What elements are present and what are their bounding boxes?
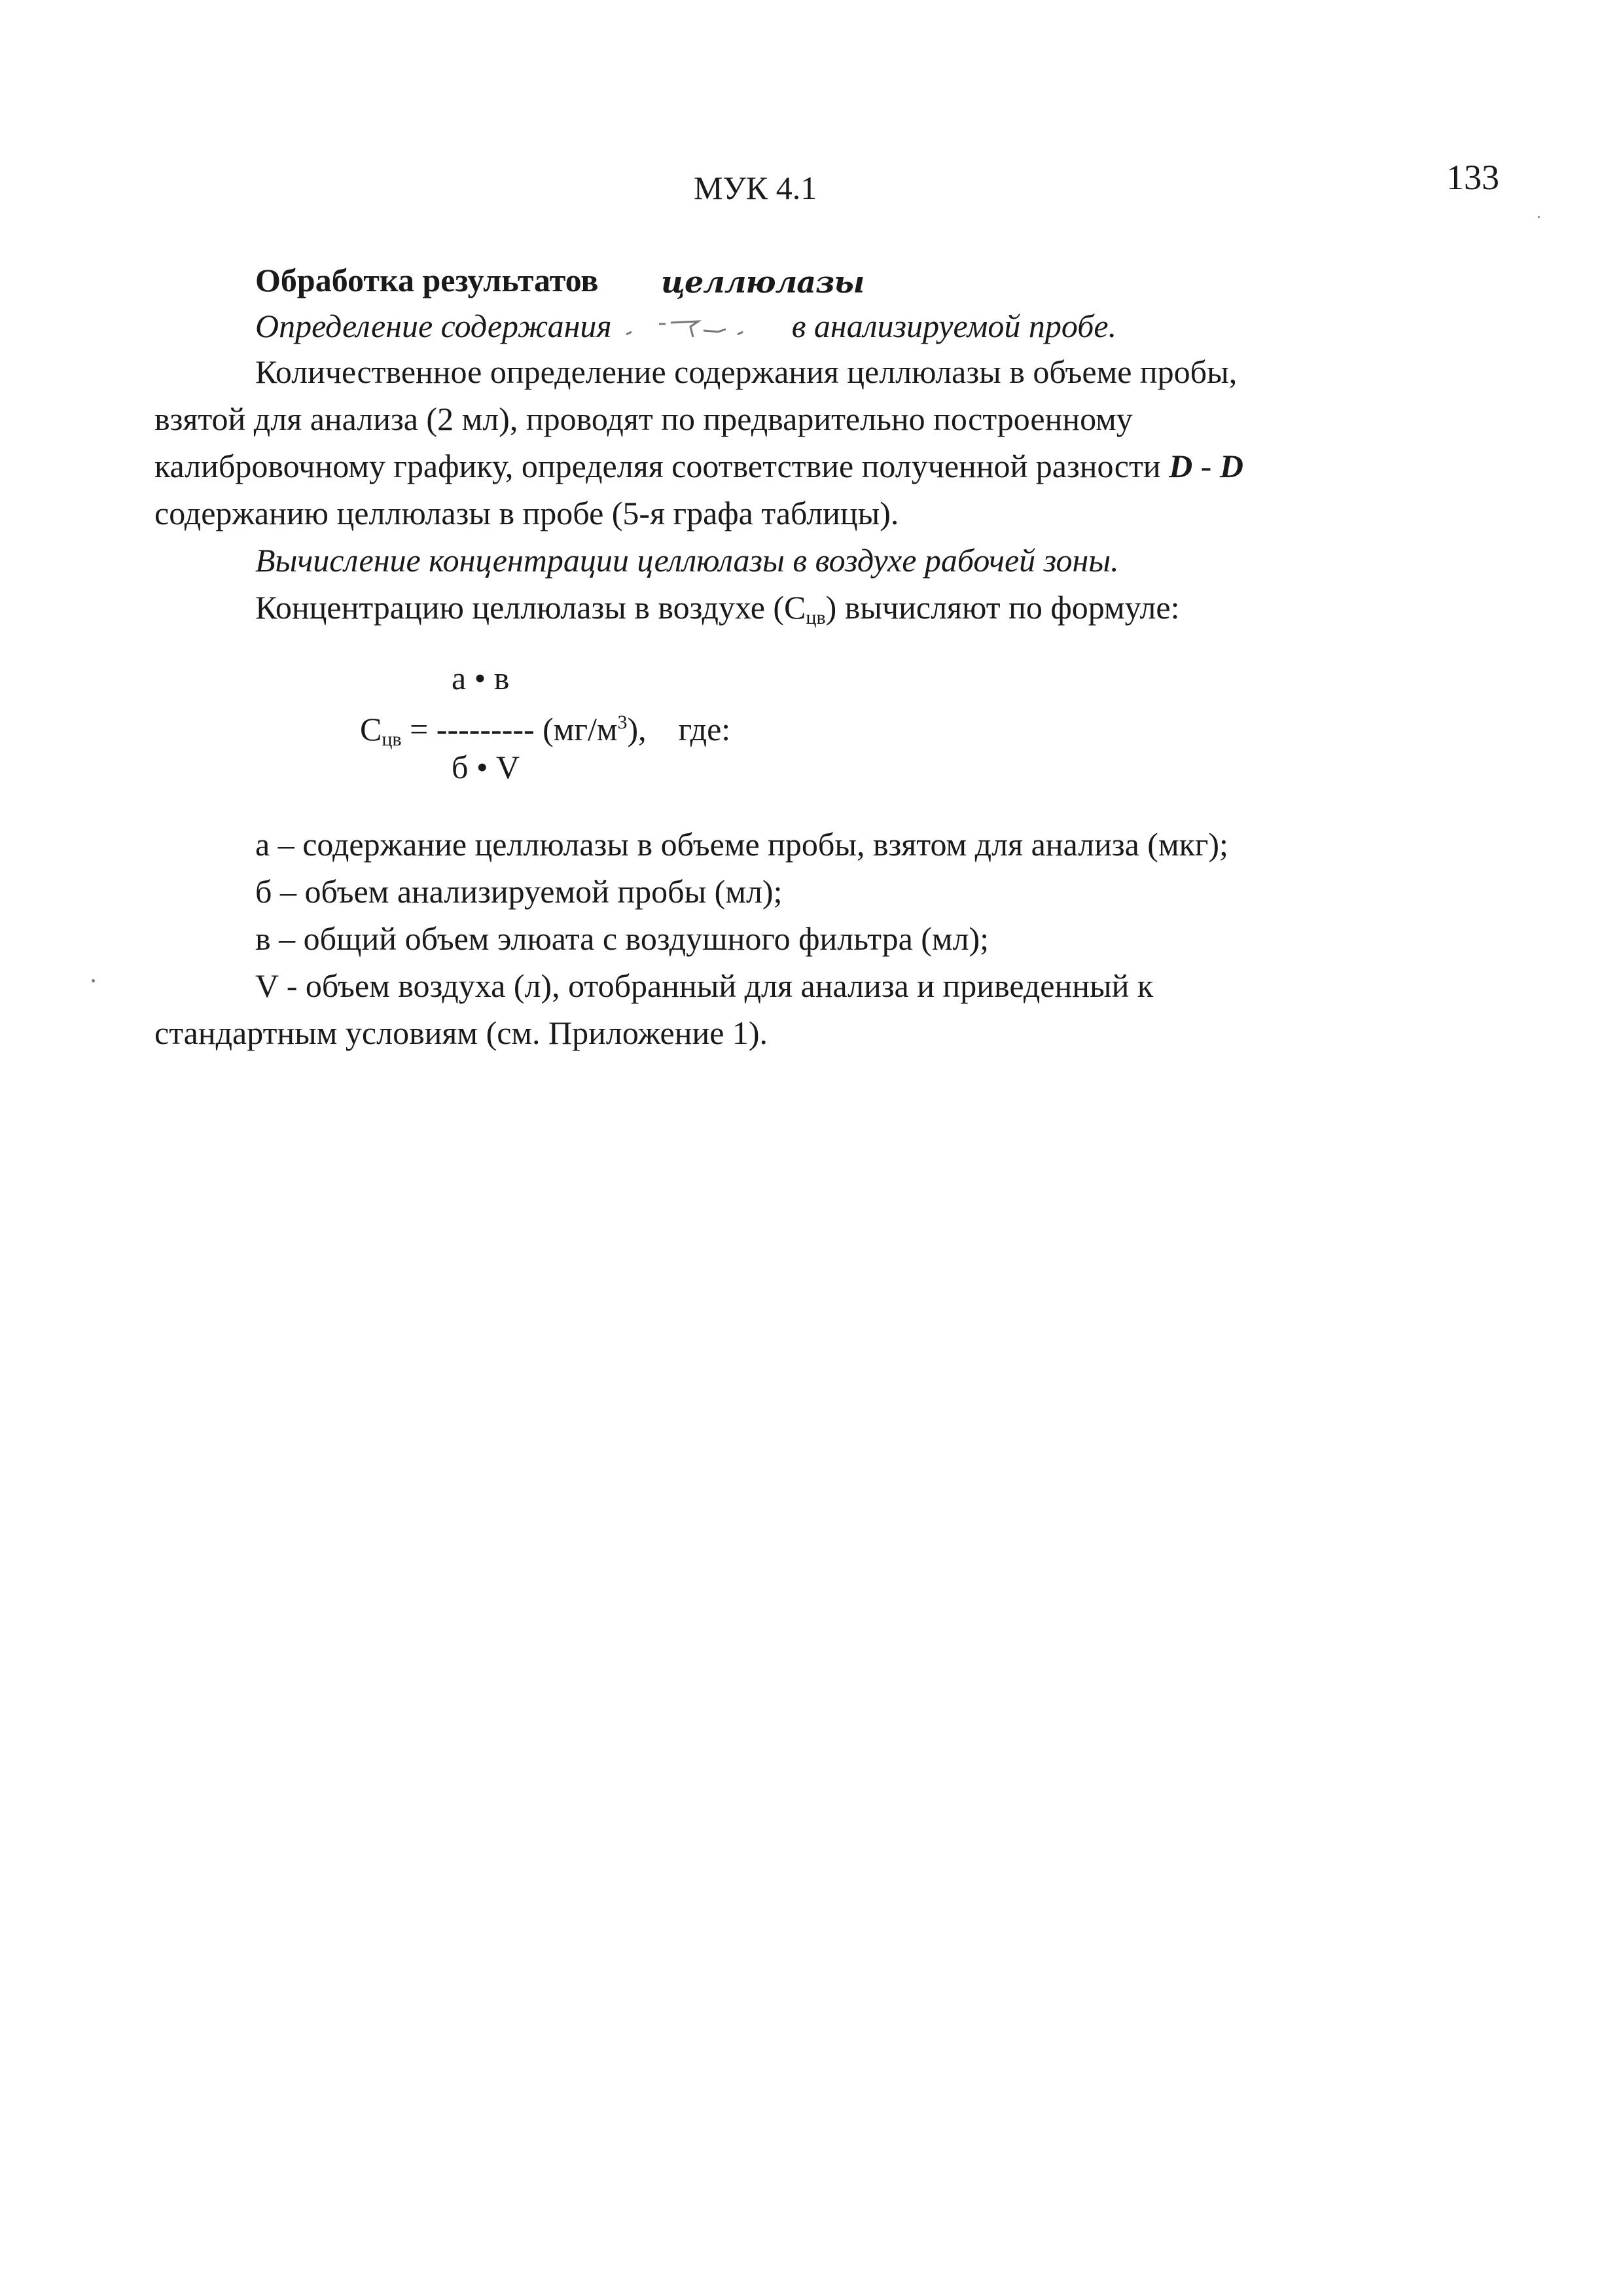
paragraph-1-line-3-text: калибровочному графику, определяя соответствие полученной разности bbox=[154, 448, 1161, 484]
legend-item-volume: V - объем воздуха (л), отобранный для анализа и приведенный к bbox=[255, 967, 1154, 1004]
formula-unit bbox=[543, 711, 647, 747]
paragraph-2 bbox=[255, 584, 1179, 641]
formula-denominator: б • V bbox=[452, 749, 520, 785]
section-title: Обработка результатов bbox=[255, 262, 599, 298]
formula-lhs: С bbox=[360, 711, 382, 747]
paragraph-1-line-1: Количественное определение содержания целлюлазы в объеме пробы, bbox=[255, 353, 1238, 390]
difference-symbol-1: D bbox=[1169, 448, 1193, 484]
scribble-mark bbox=[620, 315, 783, 341]
handwritten-insert: целлюлазы bbox=[661, 264, 865, 300]
paragraph-1-line-3 bbox=[154, 442, 1243, 490]
subtitle-end: в анализируемой пробе. bbox=[791, 308, 1117, 344]
formula-unit-post: ), bbox=[627, 711, 647, 747]
illegible-scribble bbox=[620, 317, 783, 337]
legend-item-b: б – объем анализируемой пробы (мл); bbox=[255, 873, 783, 910]
paragraph-2-subscript: цв bbox=[806, 607, 826, 628]
formula-fraction-bar: = --------- bbox=[410, 711, 535, 747]
formula-unit-pre: (мг/м bbox=[543, 711, 618, 747]
subtitle-calculation: Вычисление концентрации целлюлазы в воздухе рабочей зоны. bbox=[255, 542, 1119, 579]
scan-speck bbox=[92, 979, 95, 982]
difference-symbol-2: D bbox=[1219, 448, 1243, 484]
document-code: МУК 4.1 bbox=[694, 170, 817, 206]
paragraph-1-line-4: содержанию целлюлазы в пробе (5-я графа таблицы). bbox=[154, 495, 899, 531]
legend-item-v: в – общий объем элюата с воздушного фильтра (мл); bbox=[255, 920, 990, 957]
formula-unit-superscript: 3 bbox=[617, 711, 628, 733]
paragraph-2-text: Концентрацию целлюлазы в воздухе (С bbox=[255, 589, 806, 626]
paragraph-2-text-end: ) вычисляют по формуле: bbox=[825, 589, 1180, 626]
formula-where: где: bbox=[678, 711, 731, 747]
paragraph-1-line-2: взятой для анализа (2 мл), проводят по предварительно построенному bbox=[154, 401, 1133, 437]
formula-lhs-subscript: цв bbox=[382, 728, 402, 750]
subtitle-start: Определение содержания bbox=[255, 308, 612, 344]
formula-numerator: а • в bbox=[452, 660, 510, 696]
legend-item-a: а – содержание целлюлазы в объеме пробы, взятом для анализа (мкг); bbox=[255, 826, 1228, 863]
scan-speck bbox=[1538, 216, 1540, 218]
page-number: 133 bbox=[1446, 158, 1499, 197]
difference-separator: - bbox=[1200, 448, 1212, 484]
formula-main-line bbox=[360, 699, 730, 763]
legend-item-volume-continued: стандартным условиям (см. Приложение 1). bbox=[154, 1014, 768, 1051]
subtitle-determination bbox=[255, 302, 1116, 350]
